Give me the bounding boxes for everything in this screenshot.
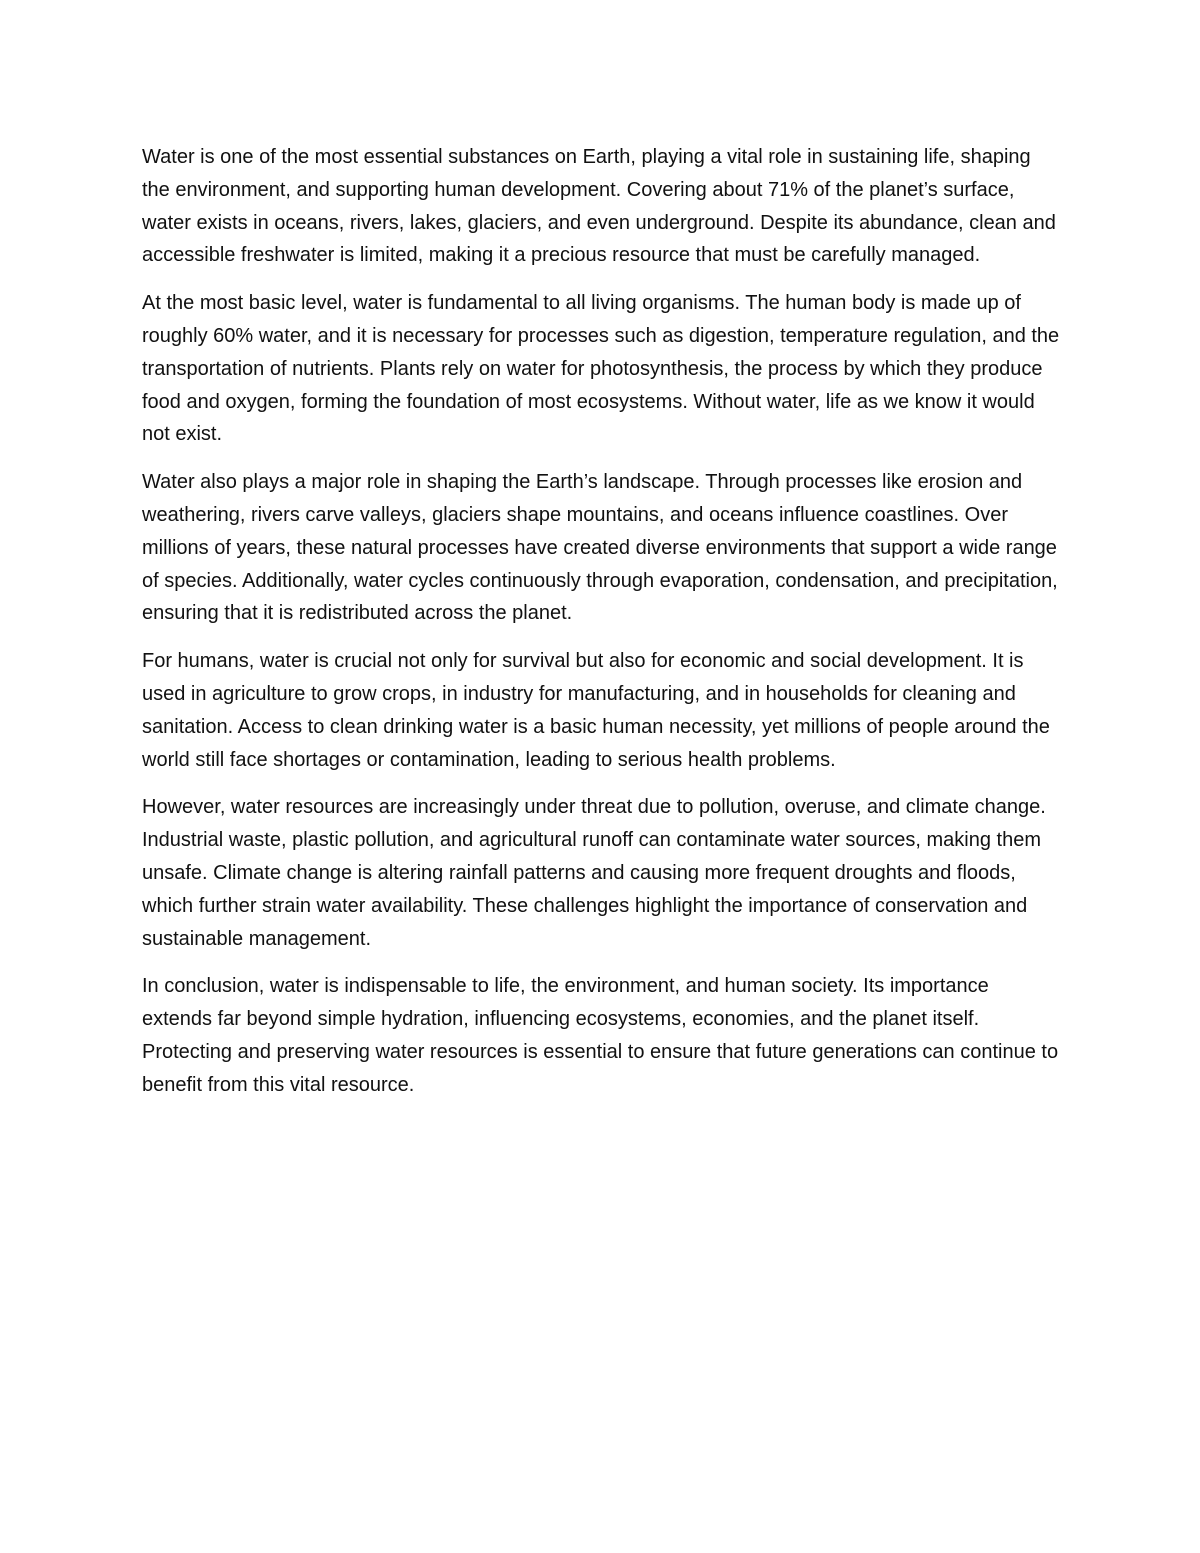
paragraph-conclusion: In conclusion, water is indispensable to life, the environment, and human society. Its importance extends far beyond simple hydration, influencing ecosystems, economies, and the planet itself. Protecting and preserving water resources is essential to ensure that future generations can continue to benefit from this vital resource. [142,975,1059,1096]
paragraph-threats: However, water resources are increasingly under threat due to pollution, overuse, and climate change. Industrial waste, plastic pollution, and agricultural runoff can contaminate water sources, making them unsafe. Climate change is altering rainfall patterns and causing more frequent droughts and floods, which further strain water availability. These challenges highlight the importance of conservation and sustainable management. [142,796,1046,950]
document-body [142,141,1062,1117]
paragraph-humans: For humans, water is crucial not only for survival but also for economic and social development. It is used in agriculture to grow crops, in industry for manufacturing, and in households for cleaning and sanitation. Access to clean drinking water is a basic human necessity, yet millions of people around the world still face shortages or contamination, leading to serious health problems. [142,650,1050,771]
paragraph-intro: Water is one of the most essential substances on Earth, playing a vital role in sustaining life, shaping the environment, and supporting human development. Covering about 71% of the planet’s surface, water exists in oceans, rivers, lakes, glaciers, and even underground. Despite its abundance, clean and accessible freshwater is limited, making it a precious resource that must be carefully managed. [142,146,1056,267]
paragraph-landscape: Water also plays a major role in shaping the Earth’s landscape. Through processes like erosion and weathering, rivers carve valleys, glaciers shape mountains, and oceans influence coastlines. Over millions of years, these natural processes have created diverse environments that support a wide range of species. Additionally, water cycles continuously through evaporation, condensation, and precipitation, ensuring that it is redistributed across the planet. [142,471,1058,625]
paragraph-living-organisms: At the most basic level, water is fundamental to all living organisms. The human body is made up of roughly 60% water, and it is necessary for processes such as digestion, temperature regulation, and the transportation of nutrients. Plants rely on water for photosynthesis, the process by which they produce food and oxygen, forming the foundation of most ecosystems. Without water, life as we know it would not exist. [142,292,1060,446]
